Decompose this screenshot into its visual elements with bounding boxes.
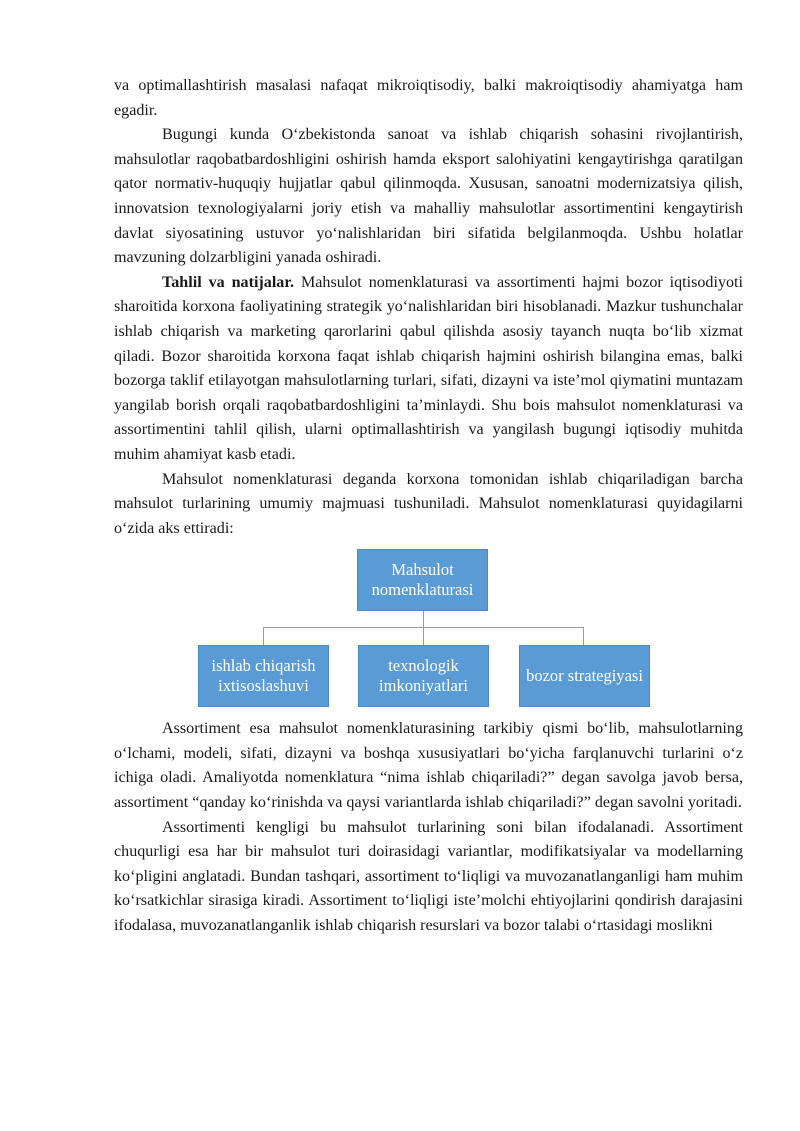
nomenclature-diagram [114,547,743,715]
connector-child-1 [263,627,264,645]
diagram-child-production-specialization: ishlab chiqarish ixtisoslashuvi [198,645,329,707]
paragraph-1: va optimallashtirish masalasi nafaqat mikroiqtisodiy, balki makroiqtisodiy ahamiyatga ham egadir. [114,77,743,119]
connector-child-3 [583,627,584,645]
connector-root-stem [423,611,424,627]
paragraph-4: Mahsulot nomenklaturasi deganda korxona tomonidan ishlab chiqariladigan barcha mahsulot turlarining umumiy majmuasi tushuniladi. Mahsulot nomenklaturasi quyidagilarni o‘zida aks ettiradi: [114,470,743,537]
paragraph-3-text: Mahsulot nomenklaturasi va assortimenti hajmi bozor iqtisodiyoti sharoitida korxona faoliyatining strategik yo‘nalishlaridan biri hisoblanadi. Mazkur tushunchalar ishlab chiqarish va marketing qarorlarini qabul qilishda asosiy tayanch nuqta bo‘lib xizmat qiladi. Bozor sharoitida korxona faqat ishlab chiqarish hajmini oshirish bilangina emas, balki bozorga taklif etilayotgan mahsulotlarning turlari, sifati, dizayni va iste’mol qiymatini muntazam yangilab borish orqali raqobatbardoshligini ta’minlaydi. Shu bois mahsulot nomenklaturasi va assortimentini tahlil qilish, ularni optimallashtirish va yangilash bugungi iqtisodiy muhitda muhim ahamiyat kasb etadi. [114,273,743,463]
document-page [114,74,743,939]
section-heading: Tahlil va natijalar. [162,273,295,291]
connector-child-2 [423,627,424,645]
paragraph-3 [114,271,743,468]
paragraph-5: Assortiment esa mahsulot nomenklaturasining tarkibiy qismi bo‘lib, mahsulotlarning o‘lchami, modeli, sifati, dizayni va boshqa xususiyatlari bo‘yicha farqlanuvchi turlarini o‘z ichiga oladi. Amaliyotda nomenklatura “nima ishlab chiqariladi?” degan savolga javob bersa, assortiment “qanday ko‘rinishda va qaysi variantlarda ishlab chiqariladi?” degan savolni yoritadi. [114,720,743,812]
diagram-child-technological-capabilities: texnologik imkoniyatlari [358,645,489,707]
diagram-root-node: Mahsulot nomenklaturasi [357,549,488,611]
paragraph-6: Assortimenti kengligi bu mahsulot turlarining soni bilan ifodalanadi. Assortiment chuqurligi esa har bir mahsulot turi doirasidagi variantlar, modifikatsiyalar va modellarning ko‘pligini anglatadi. Bundan tashqari, assortiment to‘liqligi va muvozanatlanganligi ham muhim ko‘rsatkichlar sirasiga kiradi. Assortiment to‘liqligi iste’molchi ehtiyojlarini qondirish darajasini ifodalasa, muvozanatlanganlik ishlab chiqarish resurslari va bozor talabi o‘rtasidagi moslikni [114,818,743,935]
diagram-child-market-strategy: bozor strategiyasi [519,645,650,707]
paragraph-2: Bugungi kunda O‘zbekistonda sanoat va ishlab chiqarish sohasini rivojlantirish, mahsulotlar raqobatbardoshligini oshirish hamda eksport salohiyatini kengaytirishga qaratilgan qator normativ-huquqiy hujjatlar qabul qilinmoqda. Xususan, sanoatni modernizatsiya qilish, innovatsion texnologiyalarni joriy etish va mahalliy mahsulotlar assortimentini kengaytirish davlat siyosatining ustuvor yo‘nalishlaridan biri sifatida belgilanmoqda. Ushbu holatlar mavzuning dolzarbligini yanada oshiradi. [114,126,743,267]
